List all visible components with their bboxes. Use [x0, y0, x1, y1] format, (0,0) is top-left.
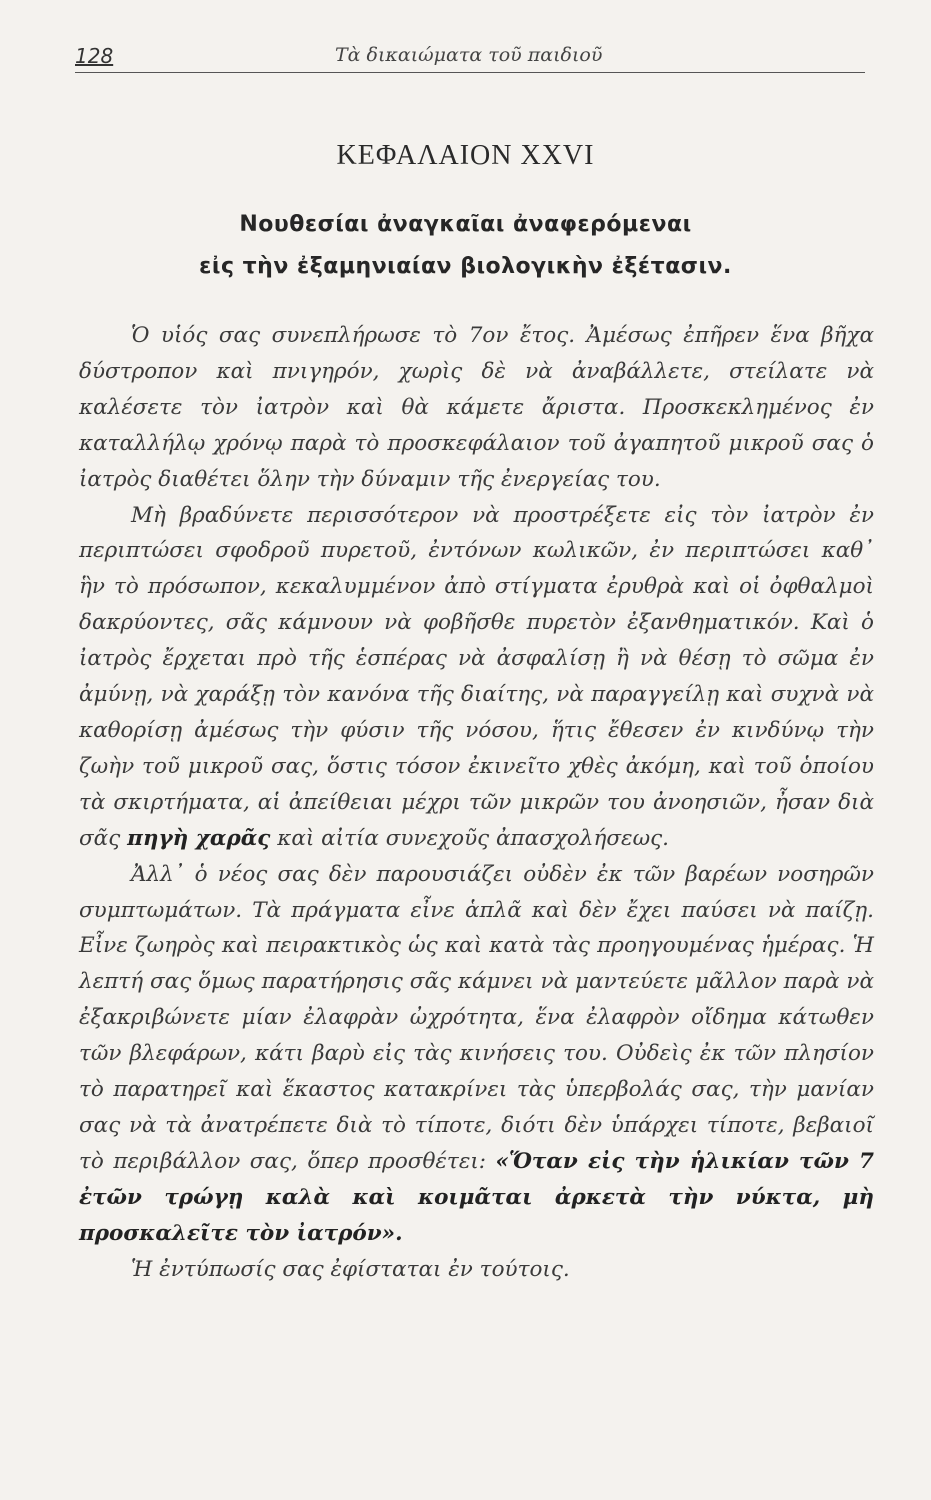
paragraph-1: Ὁ υἱός σας συνεπλήρωσε τὸ 7ον ἔτος. Ἀμέσως ἐπῆρεν ἕνα βῆχα δύστροπον καὶ πνιγηρόν, χωρὶς δὲ νὰ ἀναβάλλετε, στείλατε νὰ καλέσετε τὸν ἰατρὸν καὶ θὰ κάμετε ἄριστα. Προσκεκλημένος ἐν καταλλήλῳ χρόνῳ παρὰ τὸ προσκεφάλαιον τοῦ ἀγαπητοῦ μικροῦ σας ὁ ἰατρὸς διαθέτει ὅλην τὴν δύναμιν τῆς ἐνεργείας του. — [79, 323, 874, 492]
paragraph-2 — [79, 498, 874, 857]
running-title: Τὰ δικαιώματα τοῦ παιδιοῦ — [335, 44, 603, 66]
chapter-subtitle-line2: εἰς τὴν ἐξαμηνιαίαν βιολογικὴν ἐξέτασιν. — [199, 254, 732, 279]
chapter-title: ΚΕΦΑΛΑΙΟΝ XXVI — [336, 140, 595, 171]
paragraph-4: Ἡ ἐντύπωσίς σας ἐφίσταται ἐν τούτοις. — [131, 1256, 570, 1282]
paragraph-3-quote: «Ὅταν εἰς τὴν ἡλικίαν τῶν 7 ἐτῶν τρώγῃ καλὰ καὶ κοιμᾶται ἀρκετὰ τὴν νύκτα, μὴ προσκαλεῖτε τὸν ἰατρόν». — [79, 1148, 874, 1246]
paragraph-2-text-b: καὶ αἰτία συνεχοῦς ἀπασχολήσεως. — [277, 825, 669, 851]
paragraph-3 — [79, 857, 874, 1252]
paragraph-2-text-a: Μὴ βραδύνετε περισσότερον νὰ προστρέξετε εἰς τὸν ἰατρὸν ἐν περιπτώσει σφοδροῦ πυρετοῦ, ἐντόνων κωλικῶν, ἐν περιπτώσει καθ᾽ ἣν τὸ πρόσωπον, κεκαλυμμένον ἀπὸ στίγματα ἐρυθρὰ καὶ οἱ ὀφθαλμοὶ δακρύοντες, σᾶς κάμνουν νὰ φοβῆσθε πυρετὸν ἐξανθηματικόν. Καὶ ὁ ἰατρὸς ἔρχεται πρὸ τῆς ἑσπέρας νὰ ἀσφαλίσῃ ἢ νὰ θέσῃ τὸ σῶμα ἐν ἀμύνῃ, νὰ χαράξῃ τὸν κανόνα τῆς διαίτης, νὰ παραγγείλῃ καὶ συχνὰ νὰ καθορίσῃ ἀμέσως τὴν φύσιν τῆς νόσου, ἥτις ἔθεσεν ἐν κινδύνῳ τὴν ζωὴν τοῦ μικροῦ σας, ὅστις τόσον ἐκινεῖτο χθὲς ἀκόμη, καὶ τοῦ ὁποίου τὰ σκιρτήματα, αἱ ἀπείθειαι μέχρι τῶν μικρῶν του ἀνοησιῶν, ἦσαν διὰ σᾶς — [79, 502, 874, 851]
chapter-subtitle-line1: Νουθεσίαι ἀναγκαῖαι ἀναφερόμεναι — [239, 212, 692, 237]
paragraph-3-text: Ἀλλ᾽ ὁ νέος σας δὲν παρουσιάζει οὐδὲν ἐκ τῶν βαρέων νοσηρῶν συμπτωμάτων. Τὰ πράγματα εἶνε ἁπλᾶ καὶ δὲν ἔχει παύσει νὰ παίζῃ. Εἶνε ζωηρὸς καὶ πειρακτικὸς ὡς καὶ κατὰ τὰς προηγουμένας ἡμέρας. Ἡ λεπτή σας ὅμως παρατήρησις σᾶς κάμνει νὰ μαντεύετε μᾶλλον παρὰ νὰ ἐξακριβώνετε μίαν ἐλαφρὰν ὠχρότητα, ἕνα ἐλαφρὸν οἴδημα κάτωθεν τῶν βλεφάρων, κάτι βαρὺ εἰς τὰς κινήσεις του. Οὐδεὶς ἐκ τῶν πλησίον τὸ παρατηρεῖ καὶ ἕκαστος κατακρίνει τὰς ὑπερβολάς σας, τὴν μανίαν σας νὰ τὰ ἀνατρέπετε διὰ τὸ τίποτε, διότι δὲν ὑπάρχει τίποτε, βεβαιοῖ τὸ περιβάλλον σας, ὅπερ προσθέτει: — [79, 861, 874, 1174]
page-number: 128 — [75, 44, 114, 68]
header-rule — [75, 72, 865, 73]
page-header — [75, 40, 865, 74]
body-text — [79, 318, 874, 1287]
paragraph-2-emphasis: πηγὴ χαρᾶς — [127, 825, 271, 851]
